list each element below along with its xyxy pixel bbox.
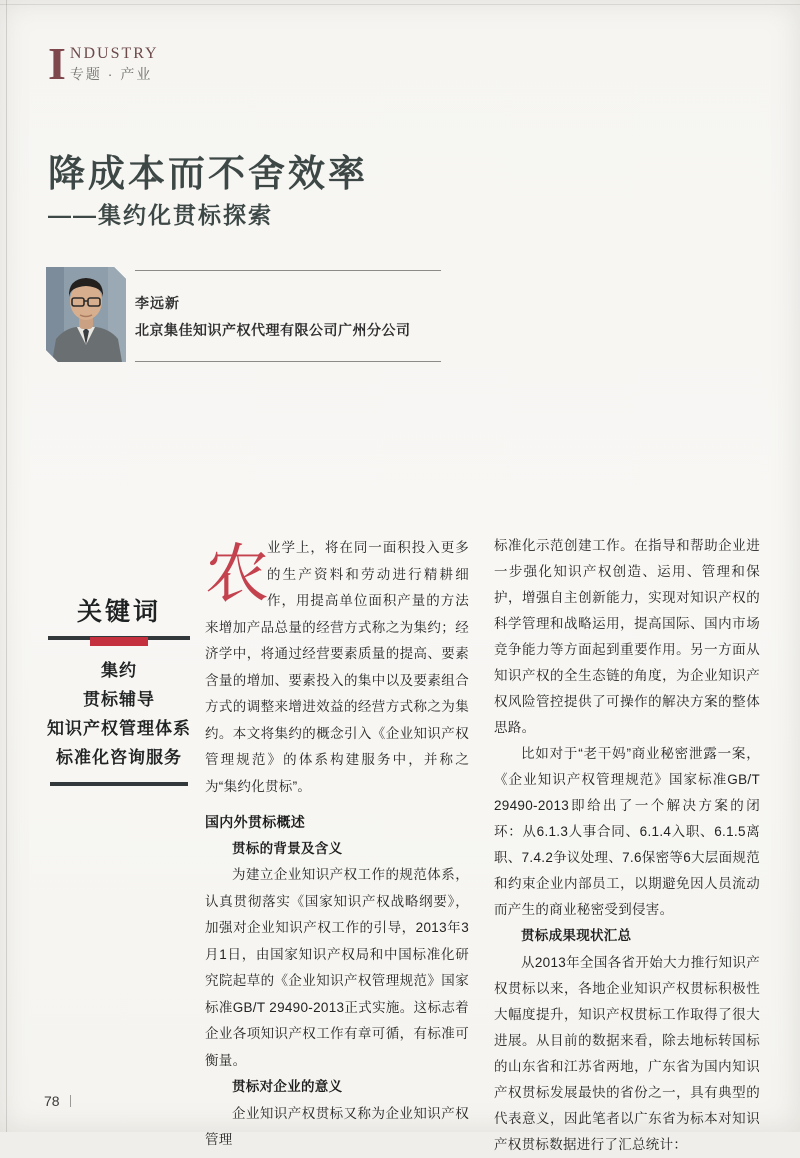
page-number-divider <box>70 1095 71 1107</box>
scan-edge-top <box>0 4 800 5</box>
masthead <box>48 38 159 89</box>
intro-text: 业学上，将在同一面积投入更多的生产资料和劳动进行精耕细作，用提高单位面积产量的方法来增加产品总量的经营方式称之为集约；经济学中，将通过经营要素质量的提高、要素含量的增加、要素投入的集中以及要素组合方式的调整来增进效益的经营方式称之为集约。本文将集约的概念引入《企业知识产权管理规范》的体系构建服务中，并称之为“集约化贯标”。 <box>205 540 469 794</box>
keywords-divider-accent <box>90 637 148 646</box>
keyword-item: 知识产权管理体系 <box>47 719 191 738</box>
sub-heading: 贯标成果现状汇总 <box>521 928 632 943</box>
section-label: 专题 · 产业 <box>69 66 153 82</box>
keywords-box <box>44 598 194 786</box>
keywords-list <box>44 656 194 772</box>
body-column-1 <box>205 535 469 1154</box>
scan-edge-left <box>6 0 7 1132</box>
author-affiliation: 北京集佳知识产权代理有限公司广州分公司 <box>135 321 411 338</box>
paragraph: 标准化示范创建工作。在指导和帮助企业进一步强化知识产权创造、运用、管理和保护，增强自主创新能力，实现对知识产权的科学管理和战略运用，提高国际、国内市场竞争能力等方面起到重要作用。另一方面从知识产权的全生态链的角度，为企业知识产权风险管控提供了可操作的解决方案的整体思路。 <box>494 538 760 735</box>
paragraph: 企业知识产权贯标又称为企业知识产权管理 <box>205 1105 469 1147</box>
paragraph: 从2013年全国各省开始大力推行知识产权贯标以来，各地企业知识产权贯标积极性大幅度提升，知识产权贯标工作取得了很大进展。从目前的数据来看，除去地标转国标的山东省和江苏省两地，广东省为国内知识产权贯标发展最快的省份之一，具有典型的代表意义，因此笔者以广东省为标本对知识产权贯标数据进行了汇总统计： <box>494 954 760 1152</box>
article-title: 降成本而不舍效率 <box>48 153 368 194</box>
author-photo <box>46 267 126 362</box>
page-footer <box>44 1093 71 1109</box>
keywords-bottom-rule <box>50 782 188 786</box>
keywords-title: 关键词 <box>76 599 161 626</box>
sub-heading: 贯标的背景及含义 <box>232 840 343 856</box>
keywords-divider <box>48 636 190 646</box>
sub-heading: 贯标对企业的意义 <box>232 1079 343 1094</box>
intro-paragraph <box>205 535 469 800</box>
page-number: 78 <box>44 1093 60 1109</box>
author-name: 李远新 <box>135 294 180 311</box>
drop-cap: 农 <box>205 538 270 612</box>
author-info <box>135 270 441 362</box>
paragraph: 为建立企业知识产权工作的规范体系，认真贯彻落实《国家知识产权战略纲要》，加强对企业知识产权工作的引导，2013年3月1日，由国家知识产权局和中国标准化研究院起草的《企业知识产权管理规范》国家标准GB/T 29490-2013正式实施。这标志着企业各项知识产权工作有章可循，有标准可衡量。 <box>205 867 469 1068</box>
magazine-name: NDUSTRY <box>69 45 159 62</box>
body-column-2 <box>494 533 760 1158</box>
paragraph: 比如对于“老干妈”商业秘密泄露一案，《企业知识产权管理规范》国家标准GB/T 29490-2013即给出了一个解决方案的闭环：从6.1.3人事合同、6.1.4入职、6.1.5离职、7.4.2争议处理、7.6保密等6大层面规范和约束企业内部员工，以期避免因人员流动而产生的商业秘密受到侵害。 <box>494 746 760 917</box>
article-subtitle: ——集约化贯标探索 <box>48 202 273 228</box>
keyword-item: 贯标辅导 <box>83 690 155 709</box>
masthead-initial: I <box>48 38 66 89</box>
section-heading: 国内外贯标概述 <box>205 814 306 830</box>
keyword-item: 集约 <box>101 661 137 680</box>
title-block <box>48 152 368 230</box>
keyword-item: 标准化咨询服务 <box>56 748 182 767</box>
